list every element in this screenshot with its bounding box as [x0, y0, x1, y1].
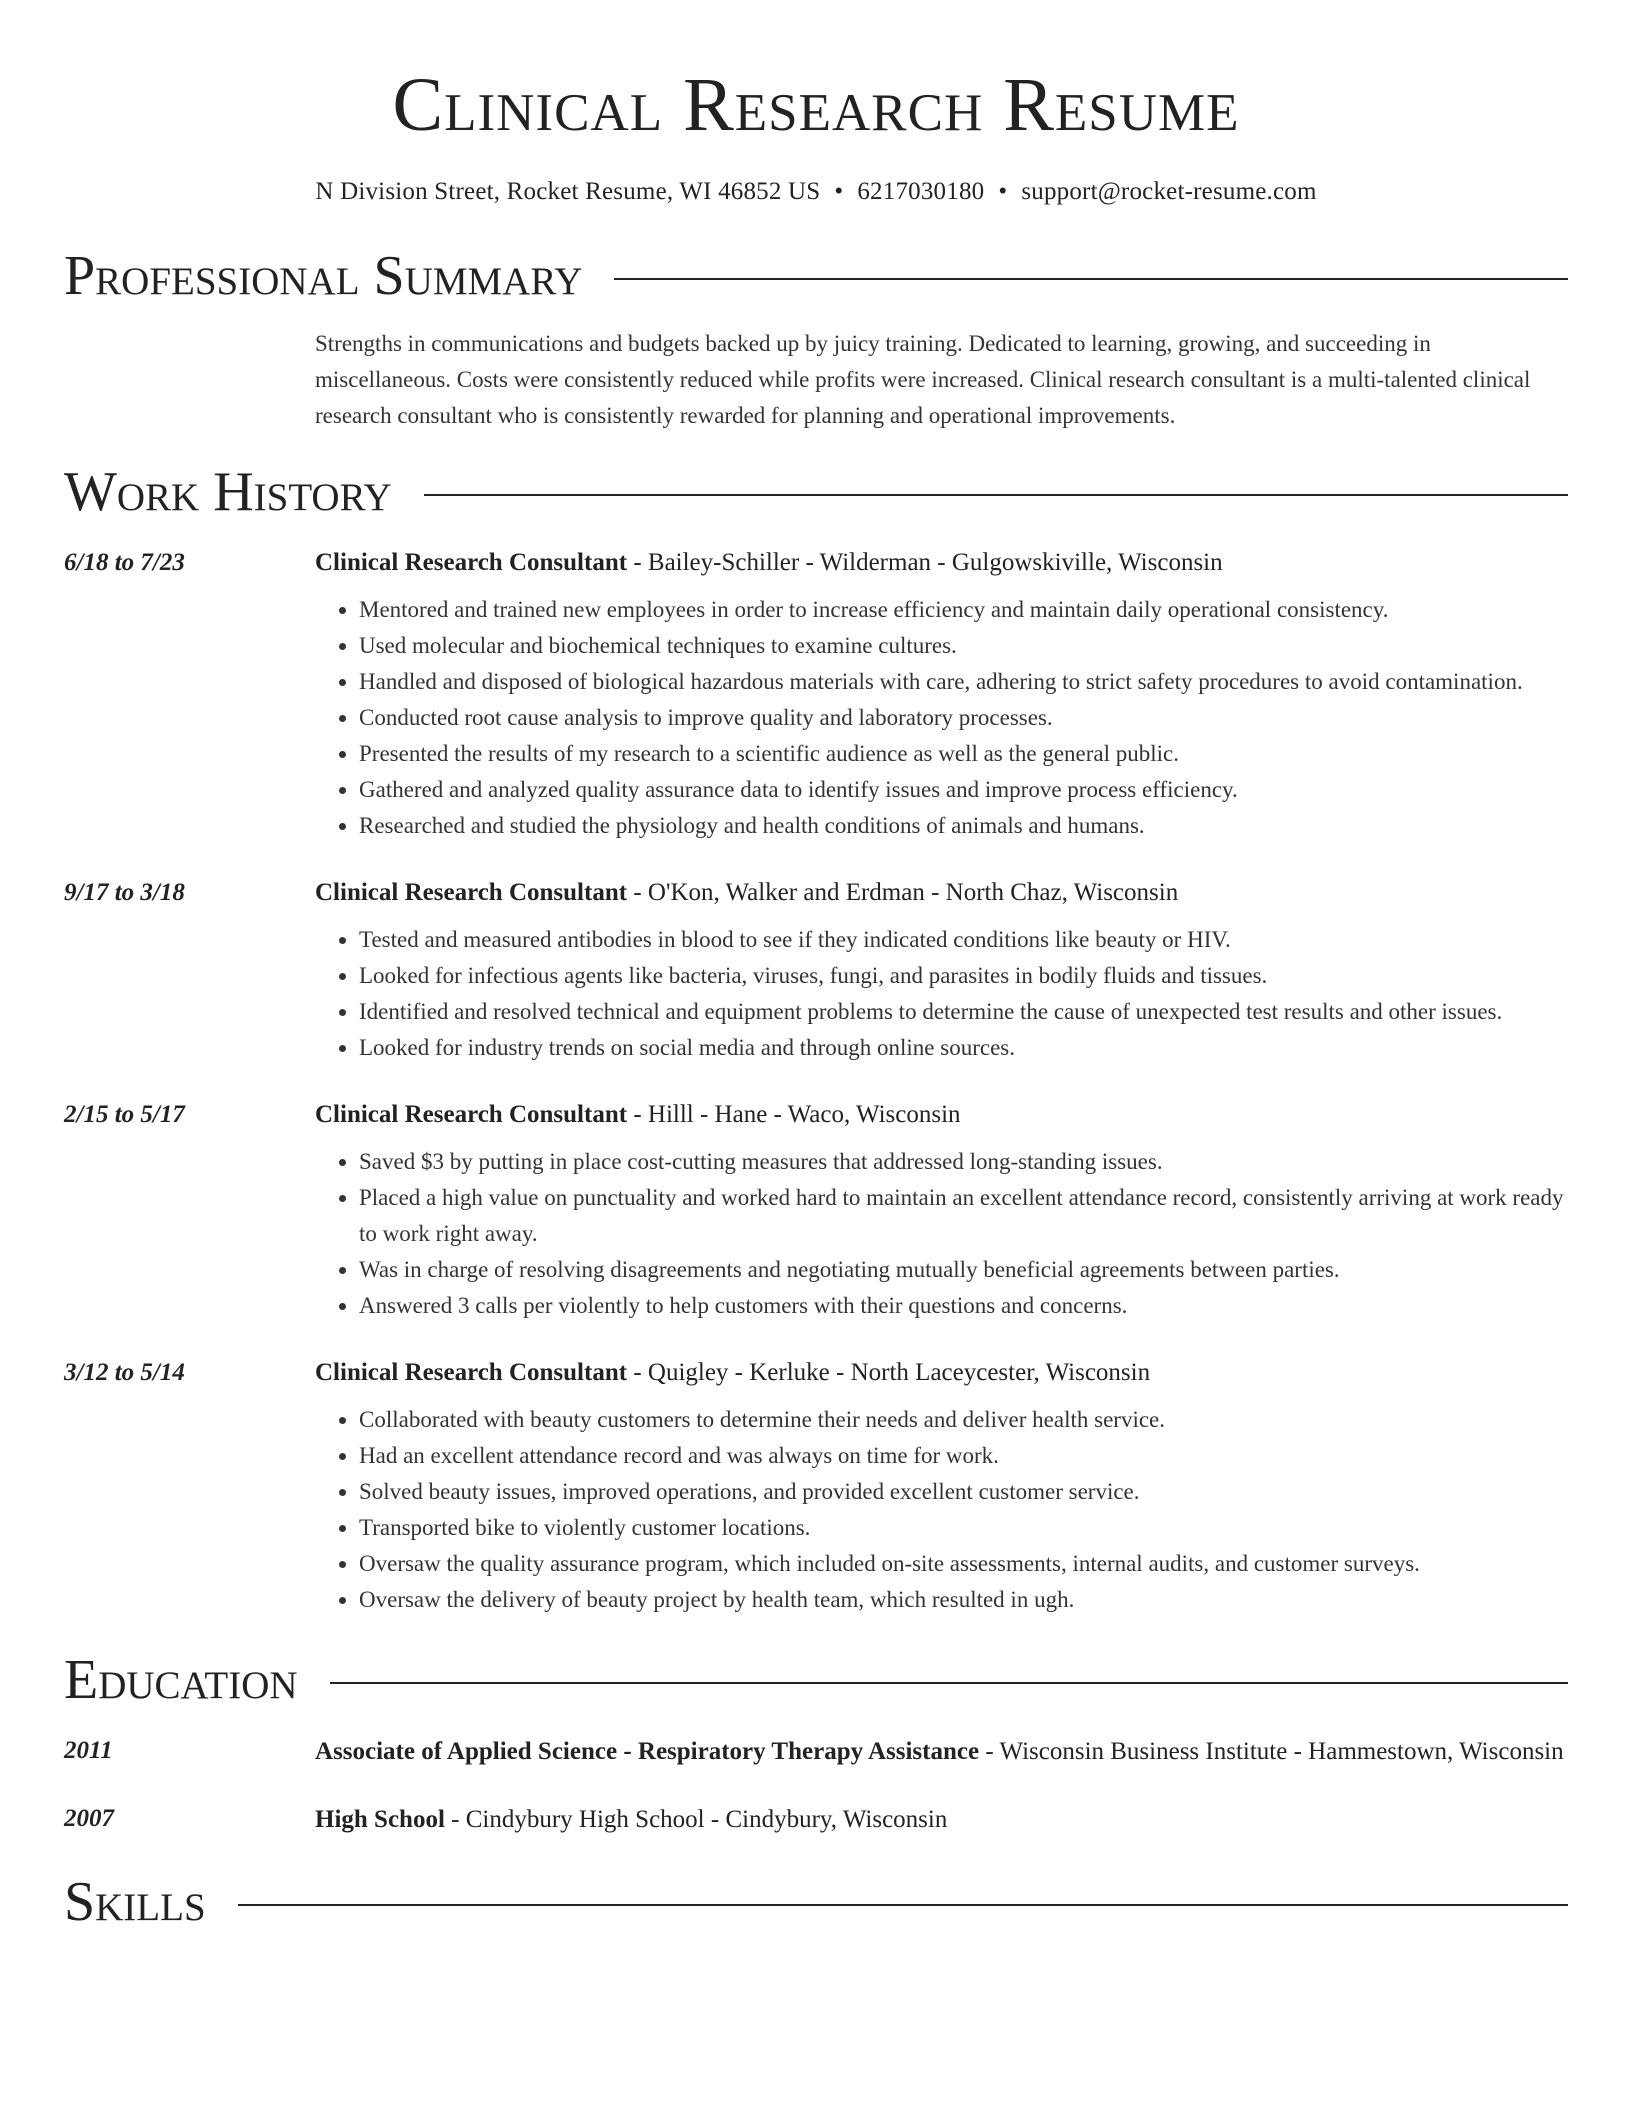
- job-bullet-item: • Looked for infectious agents like bacteria, viruses, fungi, and parasites in bodily fluids and tissues.: [359, 958, 1568, 994]
- section-work-header: [64, 460, 1568, 523]
- education-school: - Cindybury High School - Cindybury, Wisconsin: [444, 1805, 948, 1833]
- resume-title: Clinical Research Resume: [392, 63, 1240, 147]
- job-entry: [64, 874, 1568, 1066]
- job-title: Clinical Research Consultant: [315, 878, 628, 906]
- job-bullet-item: • Answered 3 calls per violently to help customers with their questions and concerns.: [359, 1288, 1568, 1324]
- job-employer: - Hilll - Hane - Waco, Wisconsin: [627, 1100, 961, 1128]
- job-details: [315, 1096, 1568, 1324]
- section-education-header: [64, 1648, 1568, 1711]
- job-bullet-item: • Oversaw the quality assurance program, which included on-site assessments, internal audits, and customer surveys.: [359, 1546, 1568, 1582]
- job-dates: 9/17 to 3/18: [64, 878, 185, 906]
- job-bullet-item: • Used molecular and biochemical techniques to examine cultures.: [359, 628, 1568, 664]
- job-bullet-item: • Handled and disposed of biological hazardous materials with care, adhering to strict safety procedures to avoid contamination.: [359, 664, 1568, 700]
- job-bullets: [315, 922, 1568, 1066]
- education-list: [64, 1732, 1568, 1840]
- job-title: Clinical Research Consultant: [315, 1100, 628, 1128]
- contact-line: [64, 178, 1568, 206]
- section-divider: [424, 494, 1568, 496]
- contact-phone: 6217030180: [857, 177, 985, 205]
- job-bullets: [315, 1144, 1568, 1324]
- job-employer: - O'Kon, Walker and Erdman - North Chaz, Wisconsin: [627, 878, 1179, 906]
- job-bullet-item: • Oversaw the delivery of beauty project by health team, which resulted in ugh.: [359, 1582, 1568, 1618]
- education-year: 2011: [64, 1736, 113, 1764]
- job-bullet-item: • Solved beauty issues, improved operations, and provided excellent customer service.: [359, 1474, 1568, 1510]
- job-title: Clinical Research Consultant: [315, 548, 628, 576]
- job-details: [315, 1354, 1568, 1618]
- job-details: [315, 874, 1568, 1066]
- contact-email: support@rocket-resume.com: [1021, 177, 1317, 205]
- job-bullet-item: • Mentored and trained new employees in order to increase efficiency and maintain daily operational consistency.: [359, 592, 1568, 628]
- job-heading: [315, 1354, 1568, 1392]
- job-heading: [315, 1096, 1568, 1134]
- contact-separator: •: [834, 177, 844, 205]
- job-bullet-item: • Looked for industry trends on social media and through online sources.: [359, 1030, 1568, 1066]
- section-divider: [330, 1682, 1568, 1684]
- job-bullets: [315, 592, 1568, 844]
- job-employer: - Quigley - Kerluke - North Laceycester, Wisconsin: [627, 1358, 1151, 1386]
- job-bullet-item: • Gathered and analyzed quality assurance data to identify issues and improve process efficiency.: [359, 772, 1568, 808]
- education-entry: [64, 1732, 1568, 1772]
- job-entry: [64, 1096, 1568, 1324]
- job-bullet-item: • Identified and resolved technical and equipment problems to determine the cause of unexpected test results and other issues.: [359, 994, 1568, 1030]
- section-work-title: Work History: [64, 460, 392, 523]
- job-bullet-item: • Conducted root cause analysis to improve quality and laboratory processes.: [359, 700, 1568, 736]
- contact-separator: •: [998, 177, 1008, 205]
- job-bullet-item: • Presented the results of my research to a scientific audience as well as the general public.: [359, 736, 1568, 772]
- education-degree: Associate of Applied Science - Respiratory Therapy Assistance: [315, 1737, 980, 1765]
- job-bullet-item: • Collaborated with beauty customers to determine their needs and deliver health service.: [359, 1402, 1568, 1438]
- section-skills-header: [64, 1870, 1568, 1933]
- education-details: [315, 1732, 1568, 1772]
- job-entry: [64, 544, 1568, 844]
- section-education-title: Education: [64, 1648, 298, 1711]
- job-bullet-item: • Tested and measured antibodies in blood to see if they indicated conditions like beauty or HIV.: [359, 922, 1568, 958]
- section-summary-header: [64, 244, 1568, 307]
- education-year: 2007: [64, 1804, 114, 1832]
- job-bullet-item: • Transported bike to violently customer locations.: [359, 1510, 1568, 1546]
- job-bullet-item: • Placed a high value on punctuality and worked hard to maintain an excellent attendance record, consistently arriving at work ready to work right away.: [359, 1180, 1568, 1252]
- job-bullet-item: • Had an excellent attendance record and was always on time for work.: [359, 1438, 1568, 1474]
- job-dates: 2/15 to 5/17: [64, 1100, 185, 1128]
- job-dates: 6/18 to 7/23: [64, 548, 185, 576]
- education-school: - Wisconsin Business Institute - Hammestown, Wisconsin: [979, 1737, 1564, 1765]
- education-degree: High School: [315, 1805, 445, 1833]
- job-bullets: [315, 1402, 1568, 1618]
- job-dates: 3/12 to 5/14: [64, 1358, 185, 1386]
- job-title: Clinical Research Consultant: [315, 1358, 628, 1386]
- section-divider: [238, 1904, 1568, 1906]
- job-bullet-item: • Researched and studied the physiology and health conditions of animals and humans.: [359, 808, 1568, 844]
- job-heading: [315, 544, 1568, 582]
- section-skills-title: Skills: [64, 1870, 206, 1933]
- contact-address: N Division Street, Rocket Resume, WI 46852 US: [315, 177, 821, 205]
- job-details: [315, 544, 1568, 844]
- job-entry: [64, 1354, 1568, 1618]
- section-summary-title: Professional Summary: [64, 244, 583, 307]
- job-employer: - Bailey-Schiller - Wilderman - Gulgowskiville, Wisconsin: [627, 548, 1223, 576]
- job-heading: [315, 874, 1568, 912]
- work-history-list: [64, 544, 1568, 1618]
- section-divider: [614, 278, 1568, 280]
- job-bullet-item: • Was in charge of resolving disagreements and negotiating mutually beneficial agreements between parties.: [359, 1252, 1568, 1288]
- summary-text: Strengths in communications and budgets backed up by juicy training. Dedicated to learning, growing, and succeeding in miscellaneous. Costs were consistently reduced while profits were increased. Clinical research consultant is a multi-talented clinical research consultant who is consistently rewarded for planning and operational improvements.: [315, 330, 1531, 428]
- job-bullet-item: • Saved $3 by putting in place cost-cutting measures that addressed long-standing issues.: [359, 1144, 1568, 1180]
- education-details: [315, 1800, 1568, 1840]
- education-entry: [64, 1800, 1568, 1840]
